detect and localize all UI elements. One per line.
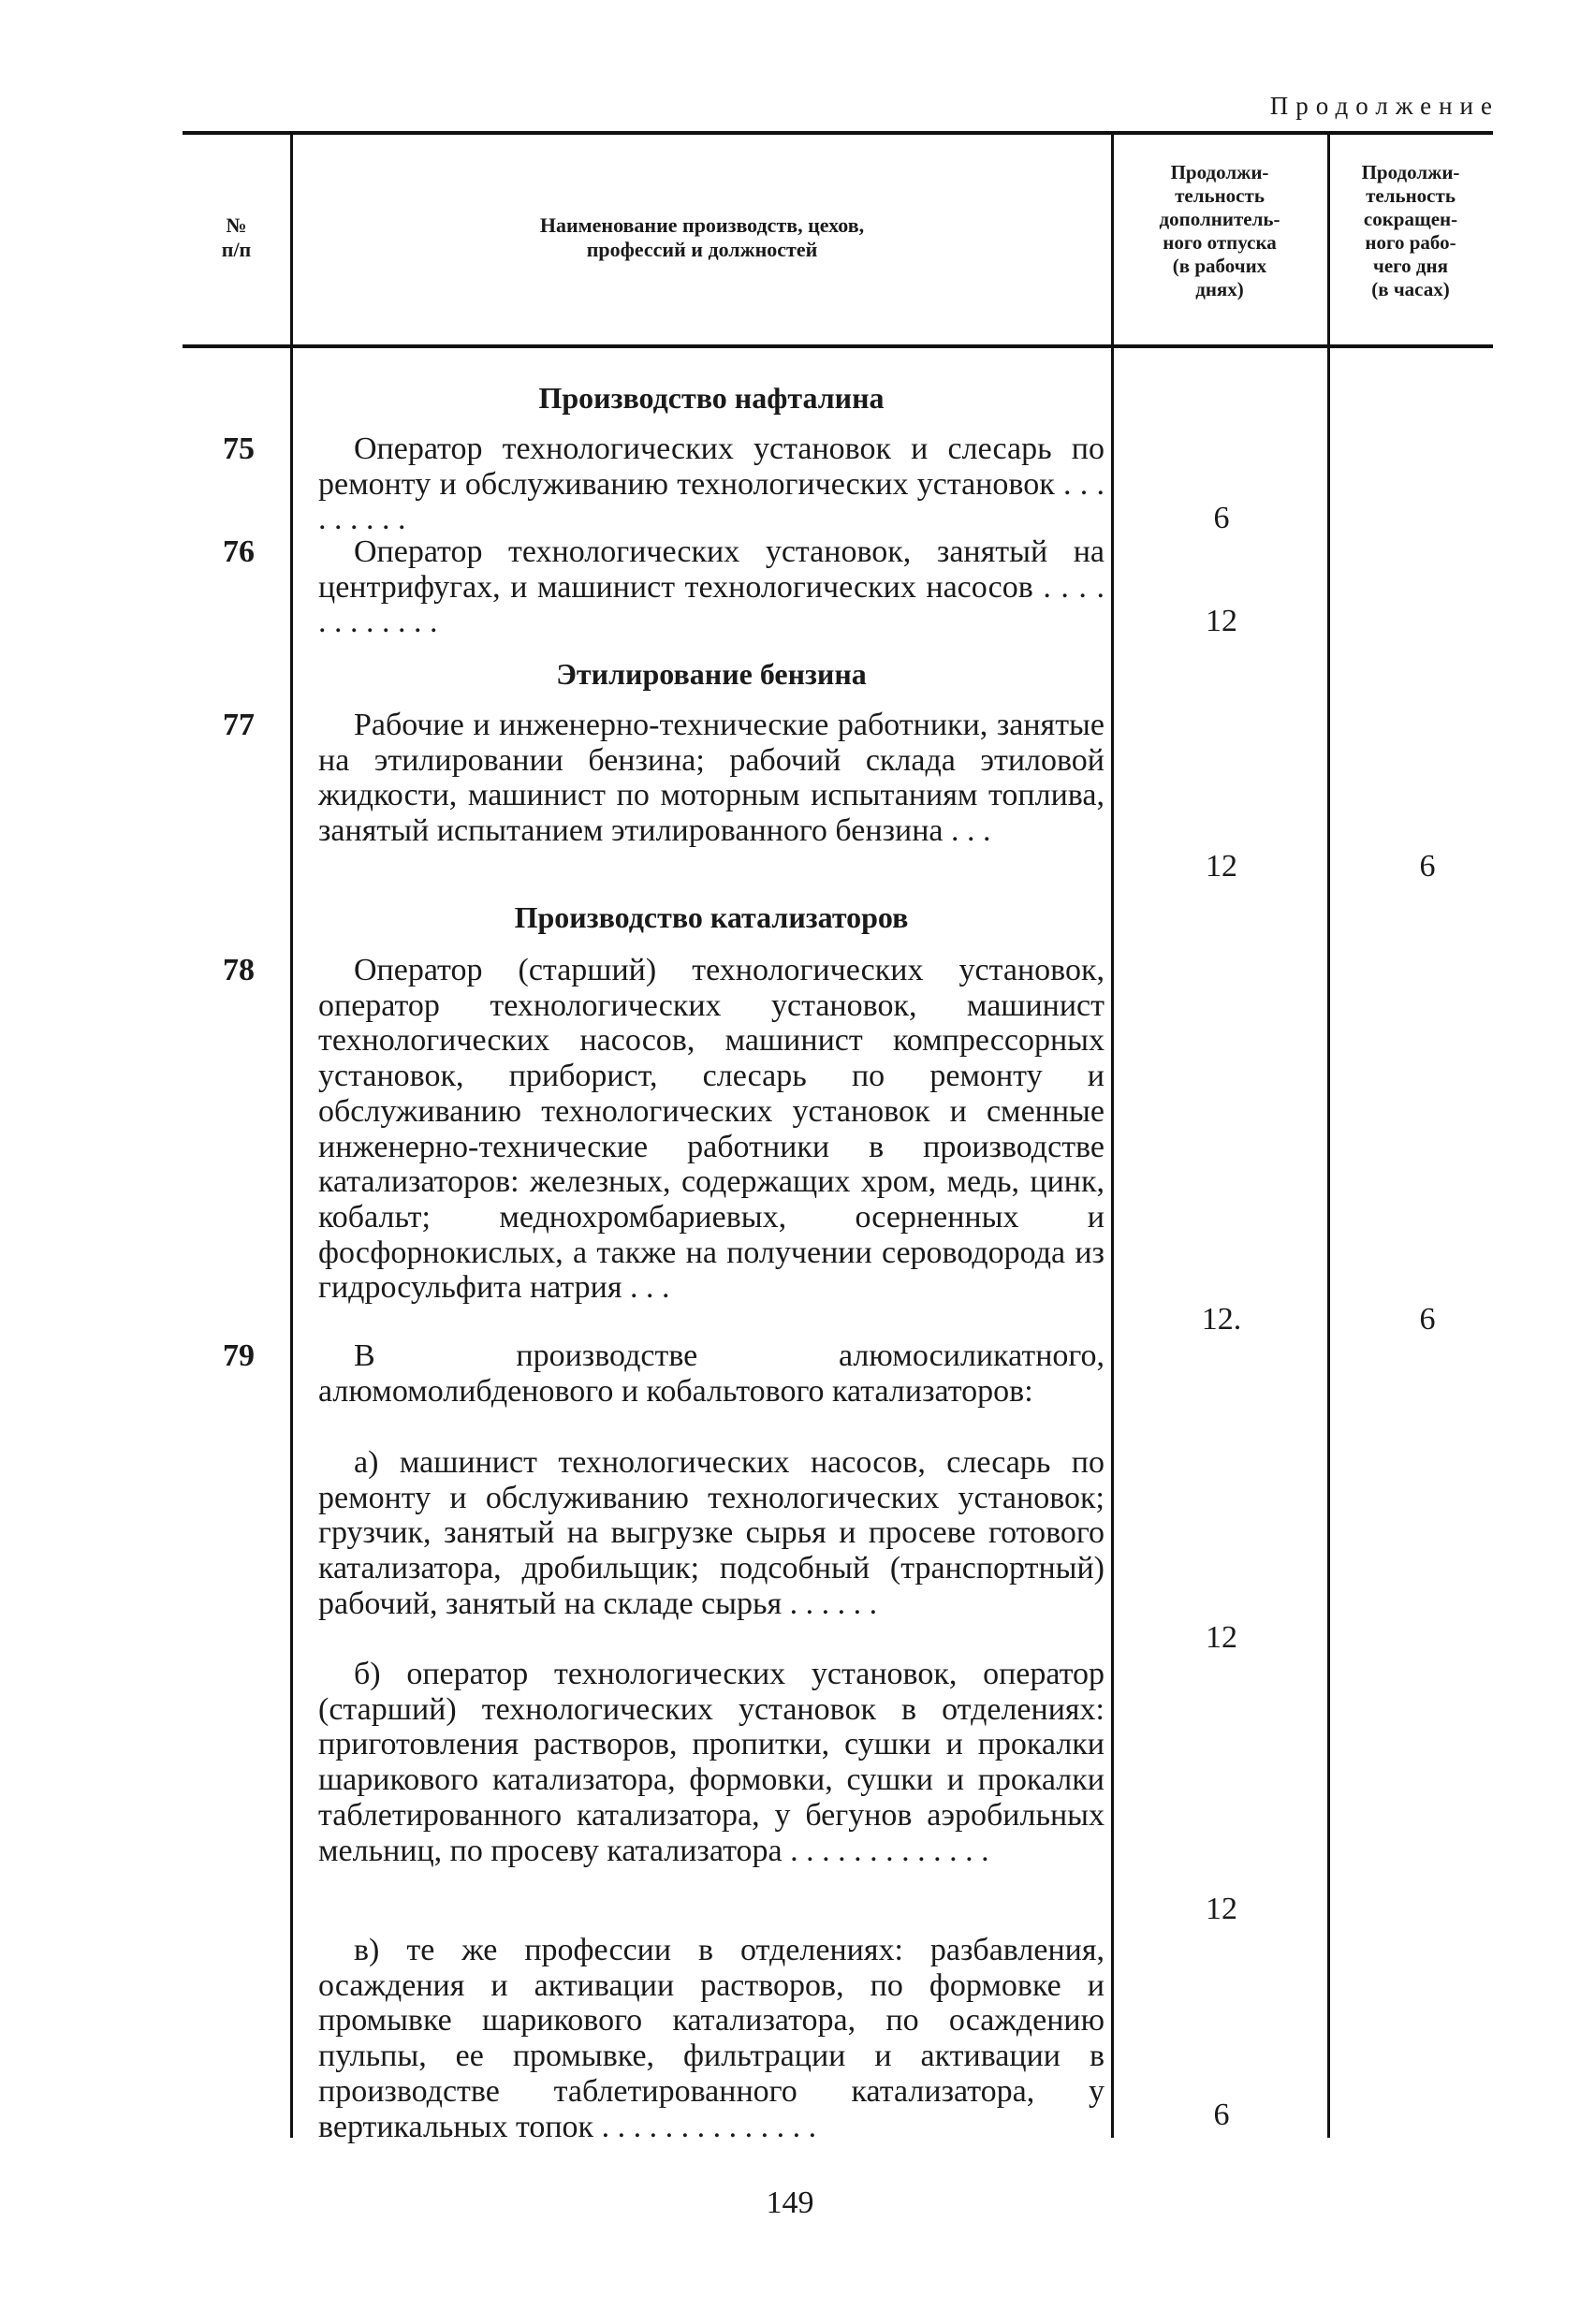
row-leave-days: 12.	[1201, 1302, 1242, 1337]
row-number: 78	[223, 953, 255, 987]
header-col-leave: Продолжи- тельность дополнитель- ного отпуска (в рабочих днях)	[1159, 161, 1280, 300]
row-text: Оператор технологических установок, занятый на центрифугах, и машинист технологических насосов . . . . . . . . . . . .	[318, 534, 1105, 640]
row-leave-days: 12	[1206, 849, 1237, 884]
row-text: Оператор (старший) технологических установок, оператор технологических установок, машинист технологических насосов, машинист компрессорных установок, приборист, слесарь по ремонту и обслуживанию технологических установок и сменные инженерно-технические работники в производстве катализаторов: железных, содержащих хром, медь, цинк, кобальт; меднохромбариевых, осерненных и фосфорнокислых, а также на получении сероводорода из гидросульфита натрия . . .	[318, 953, 1105, 1306]
row-text: в) те же профессии в отделениях: разбавления, осаждения и активации растворов, по формовке и промывке шарикового катализатора, по осаждению пульпы, ее промывке, фильтрации и активации в производстве таблетированного катализатора, у вертикальных топок . . . . . . . . . . . . . .	[318, 1933, 1105, 2144]
row-leave-days: 12	[1206, 1892, 1237, 1926]
section-title: Этилирование бензина	[556, 657, 867, 691]
row-text: а) машинист технологических насосов, слесарь по ремонту и обслуживанию технологических установок; грузчик, занятый на выгрузке сырья и просеве готового катализатора, дробильщик; подсобный (транспортный) рабочий, занятый на складе сырья . . . . . .	[318, 1445, 1105, 1621]
column-divider-1	[290, 135, 293, 2138]
row-subitem-a	[318, 1445, 1105, 1622]
row-hours: 6	[1419, 849, 1436, 884]
row-subitem-c	[318, 1933, 1105, 2144]
page-number: 149	[766, 2185, 814, 2220]
row-text: Рабочие и инженерно-технические работники, занятые на этилировании бензина; рабочий склада этиловой жидкости, машинист по моторным испытаниям топлива, занятый испытанием этилированного бензина . . .	[318, 708, 1105, 849]
row-subitem-b	[318, 1657, 1105, 1868]
continued-label: Продолжение	[1269, 92, 1500, 120]
row-leave-days: 12	[1206, 1620, 1237, 1655]
header-col-name: Наименование производств, цехов, профессий и должностей	[539, 213, 865, 261]
row-leave-days: 6	[1213, 2097, 1230, 2132]
row-description	[318, 953, 1105, 1306]
row-number: 77	[223, 708, 255, 742]
row-number: 76	[223, 534, 255, 569]
column-divider-3	[1327, 135, 1330, 2138]
column-divider-2	[1111, 135, 1114, 2138]
header-col-number: № п/п	[221, 213, 252, 261]
section-title: Производство нафталина	[538, 381, 885, 415]
row-description	[318, 534, 1105, 640]
section-title: Производство катализаторов	[514, 900, 909, 934]
row-description	[318, 1338, 1105, 1409]
header-bottom-rule	[183, 344, 1493, 348]
row-leave-days: 12	[1206, 604, 1237, 638]
row-description	[318, 431, 1105, 537]
header-col-hours: Продолжи- тельность сокращен- ного рабо- чего дня (в часах)	[1361, 161, 1460, 300]
row-leave-days: 6	[1213, 501, 1230, 535]
row-text: В производстве алюмосиликатного, алюмомолибденового и кобальтового катализаторов:	[318, 1338, 1105, 1409]
table-top-rule	[183, 131, 1493, 135]
row-number: 75	[223, 431, 255, 466]
row-text: б) оператор технологических установок, оператор (старший) технологических установок в отделениях: приготовления растворов, пропитки, сушки и прокалки шарикового катализатора, формовки, сушки и прокалки таблетированного катализатора, у бегунов аэробильных мельниц, по просеву катализатора . . . . . . . . . . . . .	[318, 1657, 1105, 1868]
row-text: Оператор технологических установок и слесарь по ремонту и обслуживанию технологических установок . . . . . . . . .	[318, 431, 1105, 537]
row-hours: 6	[1419, 1302, 1436, 1337]
row-number: 79	[223, 1338, 255, 1373]
row-description	[318, 708, 1105, 849]
